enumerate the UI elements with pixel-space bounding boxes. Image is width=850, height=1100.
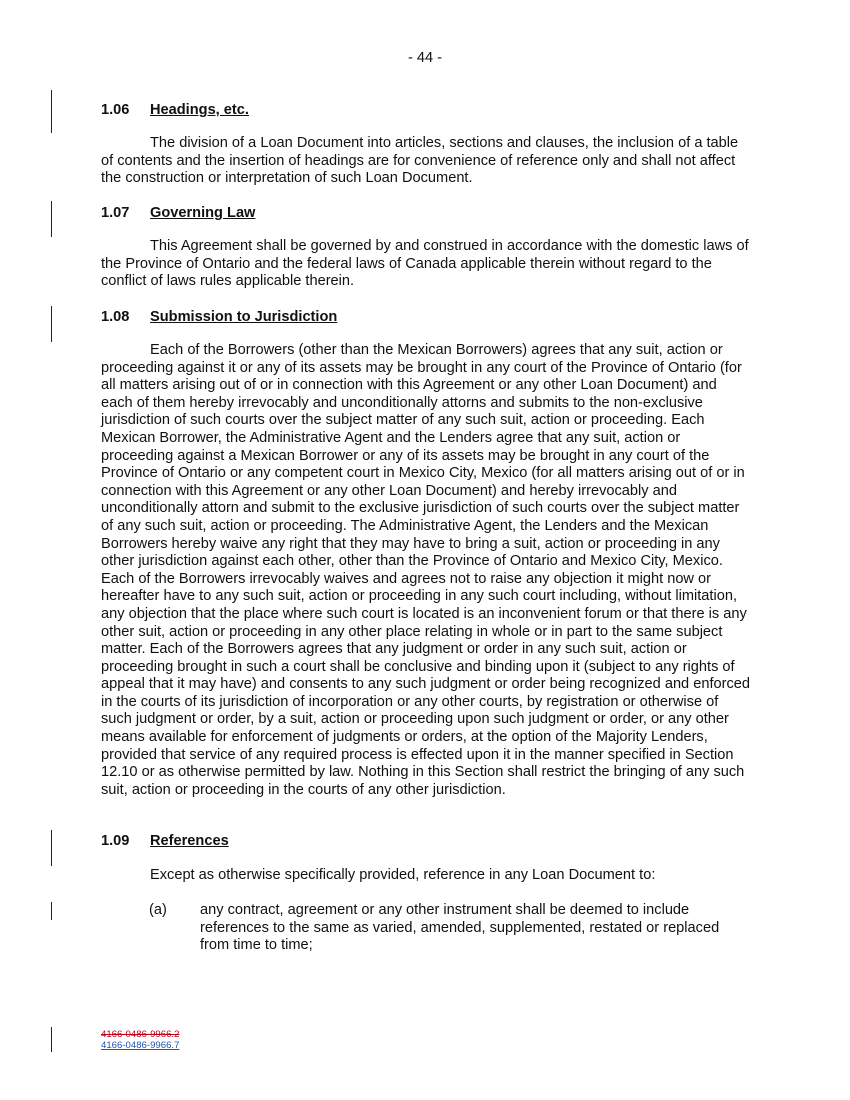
section-body xyxy=(101,238,751,291)
section-heading xyxy=(101,205,255,221)
section-number: 1.08 xyxy=(101,309,130,325)
list-item xyxy=(149,902,749,955)
section-title: Headings, etc. xyxy=(150,102,249,118)
paragraph-text: Each of the Borrowers (other than the Mexican Borrowers) agrees that any suit, action or proceeding against it or any of its assets may be brought in any court of the Province of Ontario (for all matters arising out of or in connection with this Agreement or any other Loan Document) and each of them hereby irrevocably and unconditionally attorns and submits to the non-exclusive jurisdiction of such courts over the subject matter of any such suit, action or proceeding. Each Mexican Borrower, the Administrative Agent and the Lenders agree that any suit, action or proceeding against a Mexican Borrower or any of its assets may be brought in any court of the Province of Ontario or any competent court in Mexico City, Mexico (for all matters arising out of or in connection with this Agreement or any other Loan Document) and hereby irrevocably and unconditionally attorn and submit to the exclusive jurisdiction of such courts over the subject matter of any such suit, action or proceeding. The Administrative Agent, the Lenders and the Mexican Borrowers hereby waive any right that they may have to bring a suit, action or proceeding in any other jurisdiction against each other, other than the Province of Ontario and Mexico City, Mexico. Each of the Borrowers irrevocably waives and agrees not to raise any objection it might now or hereafter have to any such suit, action or proceeding in any such court including, without limitation, any objection that the place where such court is located is an inconvenient forum or that there is any other suit, action or proceeding in any other place relating in whole or in part to the same subject matter. Each of the Borrowers agrees that any judgment or order in any such suit, action or proceeding brought in such a court shall be conclusive and binding upon it (subject to any rights of appeal that it may have) and consents to any such judgment or order being recognized and enforced in the courts of its jurisdiction of incorporation or any other courts, by registration or otherwise of such judgment or order, by a suit, action or proceeding upon such judgment or order, or any other means available for enforcement of judgments or orders, at the option of the Majority Lenders, provided that service of any required process is effected upon it in the manner specified in Section 12.10 or as otherwise permitted by law. Nothing in this Section shall restrict the bringing of any such suit, action or proceeding in the courts of any other jurisdiction. xyxy=(101,342,751,798)
section-title: Governing Law xyxy=(150,205,256,221)
change-bar xyxy=(51,201,52,237)
section-body xyxy=(101,867,751,885)
section-number: 1.09 xyxy=(101,833,130,849)
paragraph-text: Except as otherwise specifically provided, reference in any Loan Document to: xyxy=(150,867,656,883)
section-heading xyxy=(101,102,249,118)
change-bar xyxy=(51,306,52,342)
list-item-text: any contract, agreement or any other instrument shall be deemed to include references to the same as varied, amended, supplemented, restated or replaced from time to time; xyxy=(200,902,720,954)
paragraph-text: This Agreement shall be governed by and construed in accordance with the domestic laws of the Province of Ontario and the federal laws of Canada applicable therein without regard to the conflict of laws rules applicable therein. xyxy=(101,238,749,290)
section-heading xyxy=(101,833,229,849)
change-bar xyxy=(51,830,52,866)
section-body xyxy=(101,135,751,188)
section-heading xyxy=(101,309,337,325)
change-bar xyxy=(51,1027,52,1052)
section-number: 1.06 xyxy=(101,102,130,118)
list-item-label: (a) xyxy=(149,902,167,918)
section-title: Submission to Jurisdiction xyxy=(150,309,338,325)
change-bar xyxy=(51,902,52,920)
section-number: 1.07 xyxy=(101,205,130,221)
page-number: - 44 - xyxy=(407,50,443,66)
inserted-doc-id: 4166-0486-9966.7 xyxy=(101,1040,180,1051)
paragraph-text: The division of a Loan Document into articles, sections and clauses, the inclusion of a table of contents and the insertion of headings are for convenience of reference only and shall not affect the construction or interpretation of such Loan Document. xyxy=(101,135,739,187)
section-title: References xyxy=(150,833,229,849)
section-body xyxy=(101,342,751,799)
change-bar xyxy=(51,90,52,133)
deleted-doc-id: 4166-0486-9966.2 xyxy=(101,1029,180,1040)
